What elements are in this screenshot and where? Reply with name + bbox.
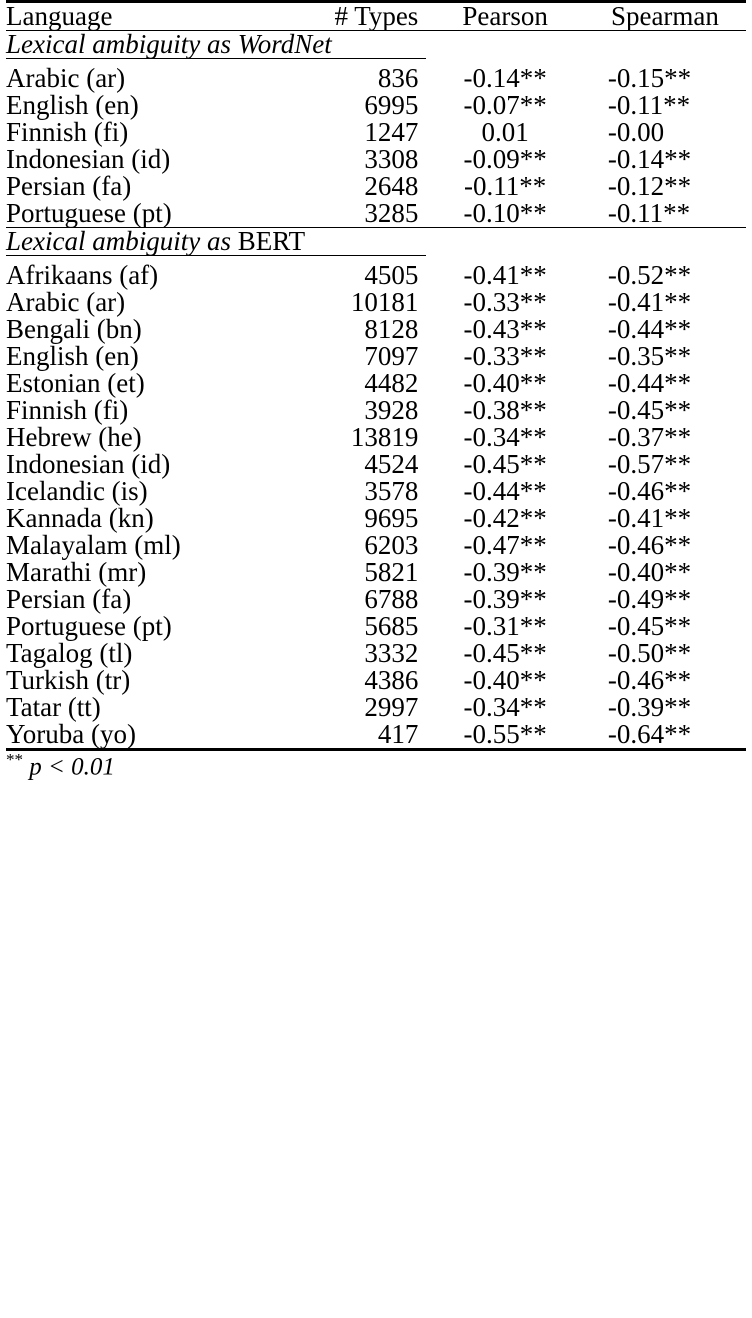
cell-spearman: -0.11** [607,198,691,228]
cell-types: 6788 [364,584,419,614]
table-footnote [6,751,746,779]
cell-language: Yoruba (yo) [6,719,137,749]
cell-spearman: -0.39** [607,692,692,722]
cell-language: English (en) [6,341,139,371]
cell-types: 1247 [364,117,419,147]
table-row [6,200,746,228]
cell-pearson: -0.07** [463,90,547,120]
cell-pearson: -0.14** [463,63,547,93]
cell-spearman: -0.46** [607,665,692,695]
column-header-types: # Types [334,1,419,31]
cell-language: Persian (fa) [6,584,132,614]
cell-language: Finnish (fi) [6,395,129,425]
cell-language: Bengali (bn) [6,314,142,344]
section-title-row [6,228,746,255]
cell-types: 4482 [364,368,419,398]
cell-language: Persian (fa) [6,171,132,201]
cell-spearman: -0.52** [607,260,692,290]
cell-pearson: -0.44** [463,476,547,506]
section-title-plain: BERT [237,226,306,256]
cell-types: 7097 [364,341,419,371]
cell-pearson: -0.09** [463,144,547,174]
cell-language: Tatar (tt) [6,692,101,722]
cell-language: Indonesian (id) [6,449,171,479]
cell-types: 10181 [350,287,419,317]
cell-types: 836 [377,63,419,93]
cell-types: 5821 [364,557,419,587]
column-header-pearson: Pearson [462,1,548,31]
table-row [6,505,746,532]
table-row [6,262,746,289]
section-title-italic: Lexical ambiguity as [6,226,238,256]
cell-types: 2997 [364,692,419,722]
cell-spearman: -0.00 [607,117,665,147]
cell-types: 6203 [364,530,419,560]
cell-spearman: -0.57** [607,449,692,479]
cell-spearman: -0.44** [607,314,692,344]
cell-pearson: 0.01 [481,117,529,147]
cell-spearman: -0.46** [607,530,692,560]
cell-types: 3578 [364,476,419,506]
table-row [6,532,746,559]
table-row [6,667,746,694]
cell-pearson: -0.31** [463,611,547,641]
cell-language: Portuguese (pt) [6,611,172,641]
cell-pearson: -0.45** [463,638,547,668]
cell-spearman: -0.45** [607,395,692,425]
cell-pearson: -0.11** [463,171,547,201]
cell-spearman: -0.14** [607,144,692,174]
cell-types: 8128 [364,314,419,344]
table-row [6,694,746,721]
cell-language: Arabic (ar) [6,287,126,317]
table-row [6,721,746,750]
cell-spearman: -0.45** [607,611,692,641]
table-row [6,316,746,343]
cell-language: English (en) [6,90,139,120]
cell-pearson: -0.45** [463,449,547,479]
cell-pearson: -0.41** [463,260,547,290]
cell-spearman: -0.41** [607,503,692,533]
cell-types: 3308 [364,144,419,174]
cell-spearman: -0.64** [607,719,692,749]
footnote-text: p < 0.01 [29,753,115,781]
table-row [6,586,746,613]
cell-types: 4524 [364,449,419,479]
footnote-marker: ** [6,750,23,769]
table-body [6,2,746,780]
table-row [6,65,746,92]
cell-language: Kannada (kn) [6,503,154,533]
table-row [6,640,746,667]
cell-pearson: -0.33** [463,287,547,317]
cell-language: Estonian (et) [6,368,145,398]
cell-spearman: -0.11** [607,90,691,120]
section-title-italic: Lexical ambiguity as WordNet [6,29,332,59]
column-header-language: Language [6,1,113,31]
cell-pearson: -0.40** [463,665,547,695]
cell-pearson: -0.33** [463,341,547,371]
table-row [6,173,746,200]
cell-spearman: -0.37** [607,422,692,452]
cell-pearson: -0.42** [463,503,547,533]
cell-spearman: -0.44** [607,368,692,398]
cell-language: Hebrew (he) [6,422,142,452]
cell-pearson: -0.43** [463,314,547,344]
section-title [6,228,746,255]
cell-language: Marathi (mr) [6,557,147,587]
column-header-spearman: Spearman [610,1,719,31]
cell-spearman: -0.41** [607,287,692,317]
table-row [6,370,746,397]
cell-spearman: -0.15** [607,63,692,93]
table-row [6,451,746,478]
cell-spearman: -0.35** [607,341,692,371]
table-row [6,146,746,173]
cell-language: Arabic (ar) [6,63,126,93]
cell-pearson: -0.10** [463,198,547,228]
cell-spearman: -0.49** [607,584,692,614]
table-row [6,289,746,316]
cell-types: 4386 [364,665,419,695]
cell-spearman: -0.50** [607,638,692,668]
cell-language: Finnish (fi) [6,117,129,147]
table-row [6,559,746,586]
cell-language: Tagalog (tl) [6,638,133,668]
cell-pearson: -0.40** [463,368,547,398]
cell-types: 5685 [364,611,419,641]
table-row [6,613,746,640]
table-row [6,397,746,424]
cell-types: 9695 [364,503,419,533]
cell-language: Turkish (tr) [6,665,131,695]
cell-language: Portuguese (pt) [6,198,172,228]
cell-pearson: -0.47** [463,530,547,560]
cell-language: Malayalam (ml) [6,530,181,560]
cell-spearman: -0.40** [607,557,692,587]
cell-types: 3285 [364,198,419,228]
cell-types: 6995 [364,90,419,120]
cell-pearson: -0.55** [463,719,547,749]
table-row [6,92,746,119]
cell-pearson: -0.39** [463,557,547,587]
section-title-row [6,31,746,58]
table-row [6,424,746,451]
cell-spearman: -0.12** [607,171,692,201]
cell-types: 417 [377,719,419,749]
table-footnote-row [6,751,746,779]
cell-pearson: -0.38** [463,395,547,425]
results-table [6,0,746,779]
section-title [6,31,746,58]
cell-pearson: -0.39** [463,584,547,614]
cell-types: 4505 [364,260,419,290]
table-row [6,343,746,370]
table-row [6,478,746,505]
cell-types: 3928 [364,395,419,425]
table-row [6,119,746,146]
table-header-row [6,3,746,31]
cell-types: 13819 [350,422,419,452]
cell-pearson: -0.34** [463,692,547,722]
cell-language: Indonesian (id) [6,144,171,174]
cell-pearson: -0.34** [463,422,547,452]
cell-types: 2648 [364,171,419,201]
cell-types: 3332 [364,638,419,668]
cell-language: Icelandic (is) [6,476,148,506]
cell-spearman: -0.46** [607,476,692,506]
cell-language: Afrikaans (af) [6,260,159,290]
